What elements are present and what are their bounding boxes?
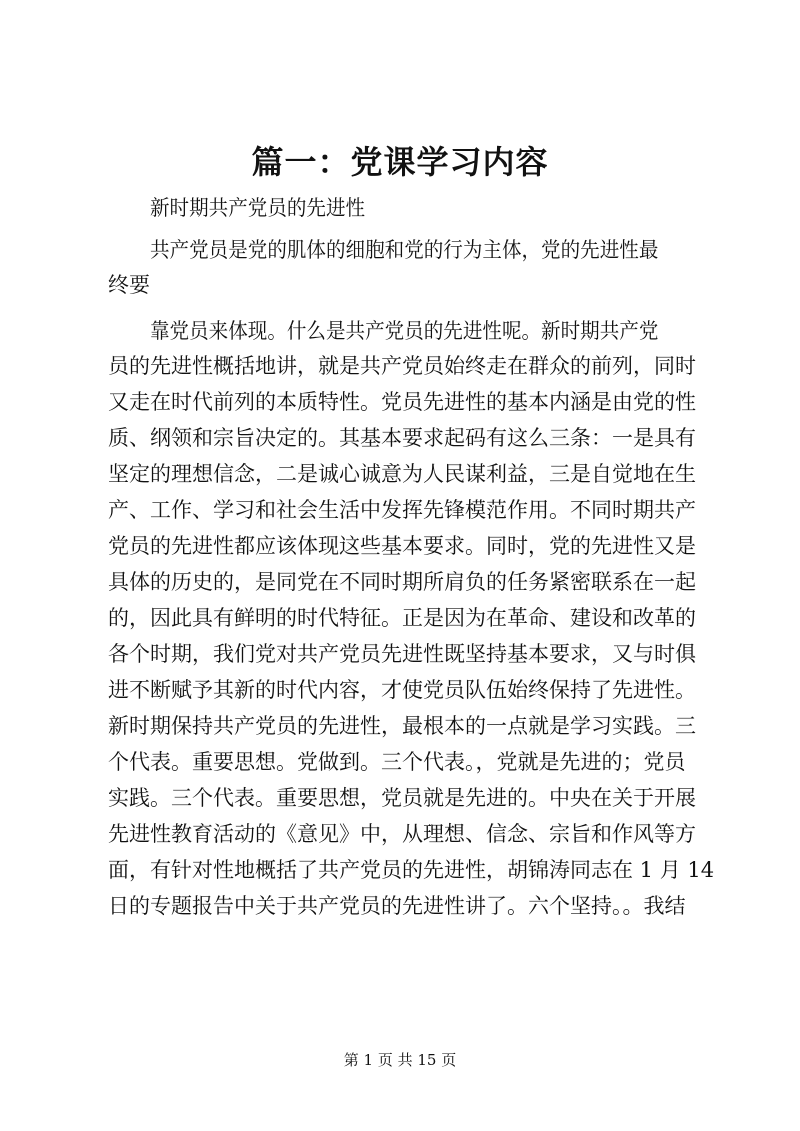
document-subtitle: 新时期共产党员的先进性: [150, 196, 366, 220]
paragraph-line: 先进性教育活动的《意见》中，从理想、信念、宗旨和作风等方: [108, 822, 696, 846]
paragraph-line: 新时期保持共产党员的先进性，最根本的一点就是学习实践。三: [108, 714, 696, 738]
paragraph-line: 共产党员是党的肌体的细胞和党的行为主体，党的先进性最: [150, 238, 659, 262]
paragraph-line: 产、工作、学习和社会生活中发挥先锋模范作用。不同时期共产: [108, 498, 696, 522]
paragraph-line: 坚定的理想信念，二是诚心诚意为人民谋利益，三是自觉地在生: [108, 462, 696, 486]
paragraph-line: 日的专题报告中关于共产党员的先进性讲了。六个坚持。。我结: [108, 894, 686, 918]
paragraph-line: 进不断赋予其新的时代内容，才使党员队伍始终保持了先进性。: [108, 678, 696, 702]
paragraph-line: 又走在时代前列的本质特性。党员先进性的基本内涵是由党的性: [108, 390, 696, 414]
paragraph-line: 员的先进性概括地讲，就是共产党员始终走在群众的前列，同时: [108, 354, 696, 378]
paragraph-line: 个代表。重要思想。党做到。三个代表。，党就是先进的；党员: [108, 750, 686, 774]
document-title: 篇一：党课学习内容: [251, 143, 549, 181]
page-footer: 第 1 页 共 15 页: [343, 1051, 457, 1069]
paragraph-line: 终要: [108, 273, 150, 297]
paragraph-line: 面，有针对性地概括了共产党员的先进性，胡锦涛同志在 1 月 14: [108, 858, 715, 882]
paragraph-line: 具体的历史的，是同党在不同时期所肩负的任务紧密联系在一起: [108, 570, 696, 594]
paragraph-line: 党员的先进性都应该体现这些基本要求。同时，党的先进性又是: [108, 534, 696, 558]
paragraph-line: 质、纲领和宗旨决定的。其基本要求起码有这么三条：一是具有: [108, 426, 696, 450]
paragraph-line: 靠党员来体现。什么是共产党员的先进性呢。新时期共产党: [150, 319, 659, 343]
paragraph-line: 实践。三个代表。重要思想，党员就是先进的。中央在关于开展: [108, 786, 696, 810]
paragraph-line: 的，因此具有鲜明的时代特征。正是因为在革命、建设和改革的: [108, 606, 696, 630]
paragraph-line: 各个时期，我们党对共产党员先进性既坚持基本要求，又与时俱: [108, 642, 696, 666]
